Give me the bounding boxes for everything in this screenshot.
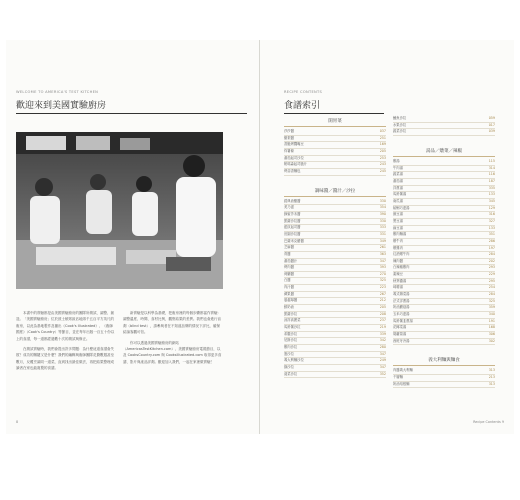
kitchen-photo [16, 132, 223, 289]
toc-entry-page: 293 [488, 265, 495, 270]
toc-entry-page: 340 [488, 312, 495, 317]
toc-entry-page: 354 [379, 205, 386, 210]
toc-entry[interactable] [393, 368, 495, 375]
toc-entry-name: 千層麵 [393, 375, 403, 379]
toc-entry[interactable] [284, 285, 386, 292]
toc-entry-name: 花椰菜湯 [393, 325, 407, 330]
toc-entry-name: 烤蒜香麵包 [284, 168, 301, 173]
toc-entry[interactable] [393, 199, 495, 206]
toc-entry-name: 烤肉醬 [284, 265, 294, 270]
toc-entry-name: 番茄湯 [393, 178, 403, 183]
toc-entry-name: 黑豆湯 [393, 218, 403, 223]
toc-entry-page: 261 [379, 245, 386, 250]
toc-entry-page: 254 [488, 285, 495, 290]
toc-entry[interactable] [393, 312, 495, 319]
toc-entry-name: 洋蔥湯 [393, 185, 403, 190]
toc-entry[interactable] [393, 179, 495, 186]
toc-entry-page: 270 [379, 271, 386, 276]
toc-entry-name: 肉醬義大利麵 [393, 368, 413, 373]
toc-entry-page: 133 [488, 192, 495, 197]
toc-entry[interactable] [393, 252, 495, 259]
toc-entry[interactable] [284, 265, 386, 272]
toc-entry-page: 202 [488, 258, 495, 263]
toc-entry[interactable] [393, 325, 495, 332]
toc-entry-name: 鮮奶油 [284, 305, 294, 310]
toc-entry-name: 經典油醋醬 [284, 198, 301, 203]
toc-entry-page: 352 [379, 371, 386, 376]
toc-entry-name: 辣肉醬 [393, 258, 403, 263]
toc-entry[interactable] [284, 239, 386, 246]
toc-entry-name: 馬鈴薯韭蔥湯 [393, 318, 413, 323]
toc-entry-name: 酪梨醬 [284, 135, 294, 140]
toc-entry-page: 333 [379, 225, 386, 230]
toc-entry[interactable] [284, 252, 386, 259]
toc-entry-page: 284 [488, 292, 495, 297]
toc-section-heading: 湯品／燉菜／辣椒 [393, 148, 495, 157]
intro-column-2 [123, 310, 223, 418]
toc-entry-name: 巴薩米克醋醬 [284, 238, 304, 243]
toc-entry-name: 凱薩沙拉醬 [284, 218, 301, 223]
toc-entry-name: 水果沙拉 [393, 122, 407, 127]
toc-entry-page: 286 [488, 238, 495, 243]
toc-entry-page: 327 [488, 218, 495, 223]
toc-entry-name: 蘋果醬 [284, 291, 294, 296]
toc-entry-name: 芝麻醬 [284, 245, 294, 250]
toc-entry-name: 莎莎醬 [284, 129, 294, 133]
toc-entry-page: 335 [488, 185, 495, 190]
toc-entry[interactable] [284, 278, 386, 285]
page-eyebrow: RECIPE CONTENTS [284, 90, 323, 94]
toc-entry-name: 帕瑪森起司脆片 [284, 162, 308, 167]
toc-entry[interactable] [284, 162, 386, 169]
toc-entry-name: 味噌湯 [393, 285, 403, 290]
toc-entry[interactable] [393, 219, 495, 226]
toc-entry-name: 田園沙拉醬 [284, 231, 301, 236]
toc-entry-name: 玉米巧達湯 [393, 312, 410, 317]
toc-entry[interactable] [393, 232, 495, 239]
toc-entry-name: 蔬菜湯 [393, 172, 403, 177]
toc-entry-page: 331 [379, 231, 386, 236]
toc-entry-name: 馬鈴薯湯 [393, 192, 407, 197]
toc-entry-name: 鮪魚沙拉 [393, 116, 407, 120]
toc-column-1 [284, 118, 386, 378]
toc-entry-name: 蜂蜜芥末醬 [284, 211, 301, 216]
toc-entry[interactable] [393, 375, 495, 382]
toc-entry[interactable] [284, 232, 386, 239]
toc-entry-page: 229 [488, 272, 495, 277]
toc-entry[interactable] [393, 319, 495, 326]
toc-entry-page: 243 [379, 162, 386, 167]
toc-entry-name: 奶油蘑菇湯 [393, 305, 410, 310]
toc-entry[interactable] [284, 245, 386, 252]
toc-entry-name: 荷蘭醬 [284, 271, 294, 276]
toc-entry-page: 208 [379, 311, 386, 316]
toc-entry-name: 白醬 [284, 278, 291, 283]
toc-entry-name: 義式雜菜湯 [393, 292, 410, 297]
toc-entry[interactable] [284, 332, 386, 339]
toc-entry-page: 313 [488, 368, 495, 373]
toc-entry-page: 129 [488, 205, 495, 210]
toc-entry-page: 351 [488, 232, 495, 237]
toc-entry-name: 尼斯沙拉 [284, 338, 298, 343]
toc-entry-name: 炸薯條 [284, 148, 294, 153]
intro-column-1 [16, 310, 116, 418]
toc-entry-name: 青醬 [284, 251, 291, 256]
toc-entry[interactable] [284, 129, 386, 136]
toc-entry-page: 339 [379, 331, 386, 336]
toc-entry-page: 349 [379, 238, 386, 243]
intro-paragraph: 在測試實驗時，我們會提出許多問題：為什麼這道食譜會失敗？成功的關鍵又是什麼？我們的編輯與廚師團隊花費數週甚至數月，反覆烹調同一道菜，直到找出最佳做法，再把結果整理成讀者在家也能複製的食譜。 [16, 347, 114, 371]
toc-entry-name: 凱薩沙拉 [284, 311, 298, 316]
toc-entry[interactable] [393, 292, 495, 299]
page-title: 食譜索引 [284, 101, 321, 111]
toc-entry-name: 肉汁醬 [284, 285, 294, 290]
toc-entry-page: 313 [488, 381, 495, 386]
toc-entry[interactable] [284, 205, 386, 212]
page-number: Recipe Contents 9 [473, 420, 504, 424]
toc-entry-page: 345 [488, 198, 495, 203]
toc-entry[interactable] [284, 142, 386, 149]
toc-entry-page: 347 [379, 365, 386, 369]
toc-entry-page: 219 [379, 325, 386, 330]
toc-entry[interactable] [393, 123, 495, 130]
toc-entry-page: 390 [379, 211, 386, 216]
toc-entry-page: 302 [488, 338, 495, 343]
toc-entry[interactable] [393, 212, 495, 219]
toc-entry-page: 169 [379, 142, 386, 147]
toc-entry[interactable] [284, 338, 386, 345]
toc-entry-page: 325 [379, 278, 386, 283]
toc-entry-page: 284 [488, 252, 495, 257]
toc-entry-name: 豌豆湯 [393, 212, 403, 217]
toc-entry-name: 雞湯 [393, 158, 400, 163]
toc-entry-page: 168 [488, 325, 495, 330]
toc-entry[interactable] [284, 358, 386, 365]
toc-entry[interactable] [284, 298, 386, 305]
toc-entry-name: 雞肉麵湯 [393, 232, 407, 237]
title-rule [16, 113, 247, 114]
toc-entry[interactable] [393, 172, 495, 179]
toc-entry-name: 雞肉沙拉 [284, 345, 298, 350]
toc-section-heading: 開胃菜 [284, 118, 386, 127]
toc-entry-page: 253 [379, 155, 386, 160]
toc-entry[interactable] [393, 186, 495, 193]
toc-entry-name: 番茄起司沙拉 [284, 155, 304, 160]
toc-entry-name: 白辣椒雞肉 [393, 265, 410, 270]
toc-entry[interactable] [393, 166, 495, 173]
toc-entry[interactable] [393, 226, 495, 233]
toc-entry[interactable] [284, 225, 386, 232]
page-eyebrow: WELCOME TO AMERICA'S TEST KITCHEN [16, 90, 99, 94]
page-number: 8 [16, 420, 19, 424]
toc-entry-page: 347 [379, 351, 386, 356]
toc-entry-page: 212 [379, 298, 386, 303]
toc-entry-page: 314 [488, 165, 495, 170]
toc-entry-page: 116 [488, 172, 495, 177]
toc-entry-page: 342 [379, 338, 386, 343]
toc-entry-name: 番茄醬汁 [284, 258, 298, 263]
toc-entry-page: 316 [488, 212, 495, 217]
toc-entry-page: 330 [379, 198, 386, 203]
intro-paragraph: 你可以透過美國實驗廚房的網站（AmericasTestKitchen.com）、美國實驗廚房電視節目，以及 CooksCountry.com 與 CooksIllustrated.com 取得更多食譜、影片與產品評測。歡迎加入我們，一起在家裡做實驗！ [123, 340, 222, 364]
toc-entry-page: 039 [488, 129, 495, 134]
toc-entry-page: 325 [488, 298, 495, 303]
toc-entry[interactable] [393, 116, 495, 123]
toc-entry[interactable] [393, 272, 495, 279]
toc-entry[interactable] [284, 272, 386, 279]
book-spread [6, 40, 514, 434]
toc-entry[interactable] [393, 192, 495, 199]
toc-entry[interactable] [284, 325, 386, 332]
toc-entry-page: 017 [488, 122, 495, 127]
toc-entry-page: 245 [379, 168, 386, 173]
toc-entry-page: 037 [379, 129, 386, 133]
toc-entry-name: 法式洋蔥湯 [393, 298, 410, 303]
toc-entry-page: 205 [379, 305, 386, 310]
toc-entry-name: 胡蘿蔔湯 [393, 332, 407, 337]
toc-entry-page: 059 [488, 116, 495, 120]
toc-entry-name: 蛤蜊巧達湯 [393, 205, 410, 210]
toc-entry-name: 菠菜沙拉 [284, 371, 298, 376]
toc-entry-page: 359 [488, 305, 495, 310]
toc-entry[interactable] [284, 305, 386, 312]
toc-entry-name: 牛肉湯 [393, 165, 403, 170]
toc-entry-page: 187 [488, 178, 495, 183]
toc-entry[interactable] [393, 206, 495, 213]
toc-entry-page: 133 [488, 225, 495, 230]
toc-entry[interactable] [284, 212, 386, 219]
toc-entry[interactable] [393, 382, 495, 389]
toc-entry-name: 奶油培根麵 [393, 381, 410, 386]
toc-entry-page: 306 [488, 332, 495, 337]
toc-entry-name: 涼拌高麗菜 [284, 318, 301, 323]
toc-entry-page: 280 [379, 345, 386, 350]
toc-section-heading: 義大利麵與麵食 [393, 357, 495, 366]
toc-section-heading: 調味醬／醬汁／沙拉 [284, 188, 386, 197]
toc-entry-page: 267 [379, 291, 386, 296]
toc-entry-name: 美乃滋 [284, 205, 294, 210]
toc-entry-page: 249 [379, 358, 386, 363]
toc-entry[interactable] [284, 345, 386, 352]
toc-entry-page: 213 [488, 375, 495, 379]
toc-entry-name: 蔓越莓醬 [284, 298, 298, 303]
toc-entry-name: 希臘沙拉 [284, 331, 298, 336]
toc-entry-name: 香脆烤鷹嘴豆 [284, 142, 304, 147]
toc-entry[interactable] [393, 129, 495, 136]
toc-entry-name: 藍紋起司醬 [284, 225, 301, 230]
toc-entry-name: 秋葵濃湯 [393, 278, 407, 283]
left-page [6, 40, 260, 434]
toc-entry[interactable] [393, 332, 495, 339]
toc-entry[interactable] [284, 372, 386, 379]
toc-entry-name: 蛋沙拉 [284, 351, 294, 356]
toc-entry-name: 蔬菜沙拉 [393, 129, 407, 134]
toc-entry-page: 251 [379, 135, 386, 140]
toc-entry-page: 295 [488, 278, 495, 283]
toc-entry-name: 馬鈴薯沙拉 [284, 325, 301, 330]
toc-entry-name: 燉牛肉 [393, 238, 403, 243]
toc-entry-page: 330 [379, 218, 386, 223]
toc-entry-name: 南瓜湯 [393, 198, 403, 203]
toc-entry-page: 115 [488, 158, 495, 163]
toc-entry-name: 素辣豆 [393, 272, 403, 277]
page-title: 歡迎來到美國實驗廚房 [16, 101, 107, 111]
toc-entry-page: 205 [379, 148, 386, 153]
toc-entry-page: 347 [379, 258, 386, 263]
toc-entry[interactable] [393, 265, 495, 272]
toc-entry[interactable] [284, 169, 386, 176]
toc-entry-page: 237 [379, 318, 386, 323]
toc-entry-name: 綠沙拉 [284, 365, 294, 369]
title-rule [284, 113, 384, 114]
toc-entry[interactable] [393, 239, 495, 246]
intro-paragraph: 本書中的實驗都是由美國實驗廚房的團隊所測試、調整、創造。「美國實驗廚房」位於波士頓郊區佔地兩千五百平方英尺的廚房，以此為基地製作及播出《Cook's Illustrated》、《廚師國度》（Cook's Country）等節目，並在每年出版一百五十份以上的食譜，每一道都經過數十次的測試與修正。 [16, 311, 115, 341]
toc-column-2 [393, 116, 495, 388]
toc-entry[interactable] [393, 279, 495, 286]
toc-entry-page: 363 [379, 251, 386, 256]
toc-entry-name: 紅酒燉牛肉 [393, 252, 410, 257]
toc-entry-page: 223 [379, 285, 386, 290]
toc-entry-page: 393 [379, 265, 386, 270]
toc-entry[interactable] [284, 149, 386, 156]
toc-entry[interactable] [284, 199, 386, 206]
toc-entry-name: 燉雞肉 [393, 245, 403, 250]
toc-entry[interactable] [393, 159, 495, 166]
toc-entry[interactable] [284, 259, 386, 266]
toc-entry[interactable] [284, 365, 386, 372]
toc-entry[interactable] [393, 339, 495, 346]
kitchen-photo-image [16, 132, 223, 289]
toc-entry[interactable] [284, 292, 386, 299]
right-page [260, 40, 514, 434]
intro-paragraph: 新實驗是以科學為基礎，把廚房裡的每個步驟都當作實驗：調整溫度、時間、食材比例，觀察結果的差異。我們也會進行盲測（blind test），請參與者在不知道品牌的情況下評比，確保結論客觀可信。 [123, 311, 221, 335]
toc-entry-page: 197 [488, 245, 495, 250]
toc-entry-name: 義大利麵沙拉 [284, 358, 304, 363]
toc-entry-page: 191 [488, 318, 495, 323]
toc-entry-name: 扁豆湯 [393, 225, 403, 230]
toc-entry-name: 西班牙冷湯 [393, 338, 410, 343]
